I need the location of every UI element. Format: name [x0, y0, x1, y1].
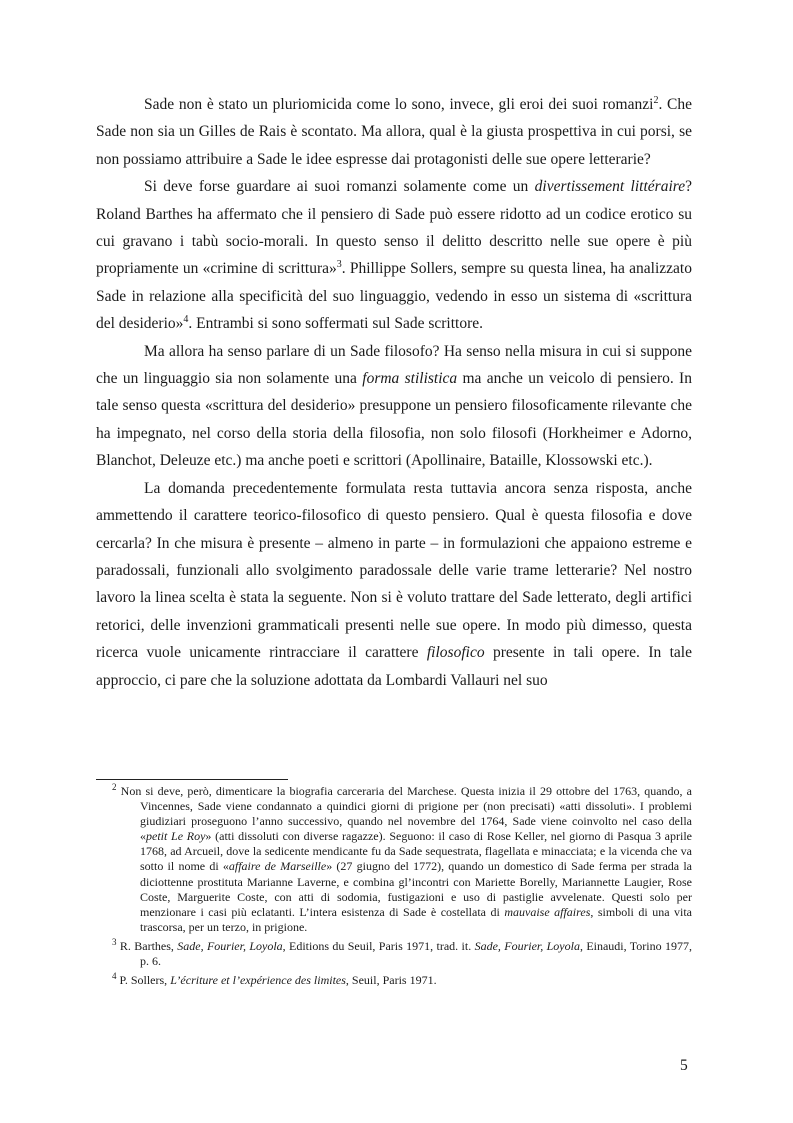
paragraph [96, 338, 692, 475]
text-run: , Seuil, Paris 1971. [345, 973, 437, 988]
footnote-number: 2 [112, 782, 117, 792]
paragraph [96, 475, 692, 694]
italic-run: forma stilistica [362, 370, 458, 388]
italic-run: L’écriture et l’expérience des limites [170, 973, 346, 988]
body-text [96, 91, 692, 694]
text-run: » (atti dissoluti con diverse ragazze). Seguono: il caso di Rose Keller, nel giorno di Pasqua 3 aprile 1768, ad Arcueil, dove la sedicente mendicante fu da Sade sequestrata, flagellata e minacciata; e la vicenda che va sotto il nome di « [140, 829, 692, 874]
paragraph [96, 91, 692, 173]
text-run: P. Sollers, [119, 973, 171, 988]
italic-run: affaire de Marseille [228, 859, 327, 874]
text-run: . Entrambi si sono soffermati sul Sade scrittore. [188, 315, 483, 333]
footnote-ref: 4 [183, 314, 189, 326]
text-run: Non si deve, però, dimenticare la biografia carceraria del Marchese. Questa inizia il 29 ottobre del 1763, quando, a Vincennes, Sade viene condannato a quindici giorni di prigione per (non precisati) «atti dissoluti». I problemi giudiziari proseguono l’anno successivo, quando nel novembre del 1764, Sade viene coinvolto nel caso della « [120, 784, 693, 844]
text-run: » (27 giugno del 1772), quando un domestico di Sade ferma per strada la diciottenne prostituta Marianne Laverne, e combina gl’incontri con Mariette Borelly, Mariannette Laugier, Rose Coste, Marguerite Coste, con atti di sodomia, fustigazioni e uso di pastiglie avvelenate. Questi solo per menzionare i casi più eclatanti. L’intera esistenza di Sade è costellata di [140, 859, 692, 919]
text-run: , simboli di una vita trascorsa, per un terzo, in prigione. [140, 904, 693, 934]
text-run: . Che Sade non sia un Gilles de Rais è scontato. Ma allora, qual è la giusta prospettiva in cui porsi, se non possiamo attribuire a Sade le idee espresse dai protagonisti delle sue opere letterarie? [96, 96, 693, 168]
footnote [112, 973, 692, 988]
page-number: 5 [680, 1057, 688, 1074]
italic-run: Sade, Fourier, Loyola [474, 938, 580, 953]
text-run: presente in tali opere. In tale approccio, ci pare che la soluzione adottata da Lombardi Vallauri nel suo [96, 644, 692, 689]
footnote-separator [96, 779, 288, 780]
italic-run: mauvaise affaires [504, 904, 591, 919]
footnote-number: 4 [112, 971, 117, 982]
footnotes [112, 784, 692, 992]
italic-run: Sade, Fourier, Loyola [177, 938, 283, 953]
text-run: R. Barthes, [119, 938, 178, 953]
footnote [112, 936, 692, 969]
text-run: , Einaudi, Torino 1977, p. 6. [140, 938, 692, 969]
italic-run: divertissement littéraire [534, 178, 686, 196]
text-run: , Editions du Seuil, Paris 1971, trad. it. [282, 938, 475, 953]
footnote [112, 784, 692, 935]
text-run: Ma allora ha senso parlare di un Sade filosofo? Ha senso nella misura in cui si suppone che un linguaggio sia non solamente una [96, 342, 692, 388]
footnote-ref: 3 [336, 259, 342, 271]
text-run: ma anche un veicolo di pensiero. In tale senso questa «scrittura del desiderio» presuppone un pensiero filosoficamente rilevante che ha impegnato, nel corso della storia della filosofia, non solo filosofi (Horkheimer e Adorno, Blanchot, Deleuze etc.) ma anche poeti e scrittori (Apollinaire, Bataille, Klossowski etc.). [96, 370, 692, 470]
text-run: . Phillippe Sollers, sempre su questa linea, ha analizzato Sade in relazione alla specificità del suo linguaggio, vedendo in esso un sistema di «scrittura del desiderio» [96, 260, 692, 333]
text-run: La domanda precedentemente formulata resta tuttavia ancora senza risposta, anche ammettendo il carattere teorico-filosofico di questo pensiero. Qual è questa filosofia e dove cercarla? In che misura è presente – almeno in parte – in formulazioni che appaiono estreme e paradossali, funzionali allo svolgimento paradossale delle varie trame letterarie? Nel nostro lavoro la linea scelta è stata la seguente. Non si è voluto trattare del Sade letterato, degli artifici retorici, delle invenzioni grammaticali presenti nelle sue opere. In modo più dimesso, questa ricerca vuole unicamente rintracciare il carattere [96, 479, 692, 662]
text-run: Si deve forse guardare ai suoi romanzi solamente come un [144, 178, 535, 196]
text-run: ? Roland Barthes ha affermato che il pensiero di Sade può essere ridotto ad un codice erotico su cui gravano i tabù socio-morali. In questo senso il delitto descritto nelle sue opere è più propriamente un «crimine di scrittura» [96, 178, 692, 278]
italic-run: petit Le Roy [146, 829, 206, 844]
italic-run: filosofico [426, 644, 485, 662]
footnote-number: 3 [112, 936, 117, 947]
paragraph [96, 173, 692, 337]
text-run: Sade non è stato un pluriomicida come lo sono, invece, gli eroi dei suoi romanzi [144, 96, 654, 113]
footnote-ref: 2 [653, 94, 659, 106]
